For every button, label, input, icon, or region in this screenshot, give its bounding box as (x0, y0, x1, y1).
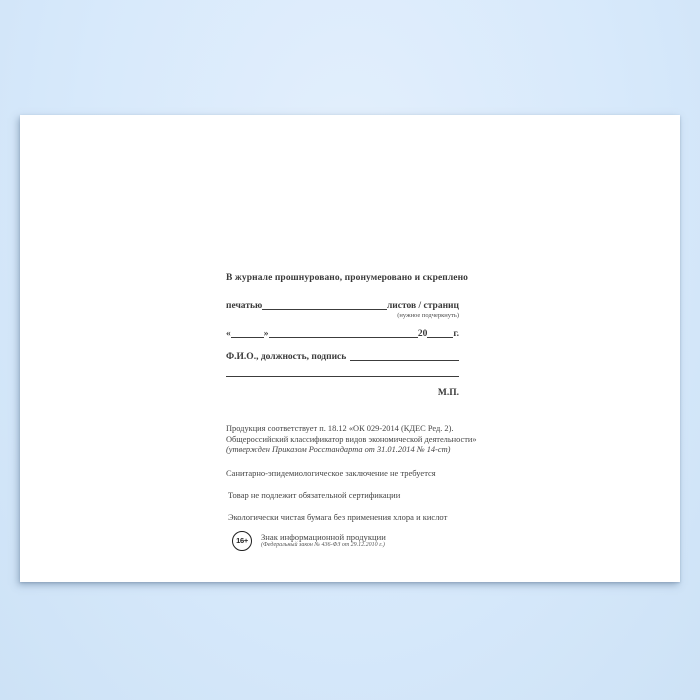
age-rating-title: Знак информационной продукции (261, 532, 386, 542)
date-row (226, 328, 459, 340)
seal-blank-line (262, 308, 387, 310)
year-blank-line (427, 336, 453, 338)
age-rating-text (261, 532, 386, 549)
document-page (20, 115, 680, 582)
compliance-block (226, 424, 477, 456)
compliance-line-2: Общероссийский классификатор видов экономической деятельности» (226, 434, 477, 444)
sanitary-statement: Санитарно-эпидемиологическое заключение не требуется (226, 467, 436, 478)
age-rating-row (232, 531, 459, 551)
quote-close: » (263, 329, 269, 339)
age-rating-law-note: (Федеральный закон № 436-ФЗ от 29.12.2010 г.) (261, 542, 385, 548)
sheets-label: листов / страниц (386, 301, 459, 311)
binding-statement: В журнале прошнуровано, пронумеровано и скреплено (226, 273, 469, 283)
compliance-line-1: Продукция соответствует п. 18.12 «ОК 029-2014 (КДЕС Ред. 2). (226, 424, 454, 433)
age-rating-icon: 16+ (232, 531, 252, 551)
binding-block (226, 272, 469, 399)
eco-paper-statement: Экологически чистая бумага без применения хлора и кислот (228, 511, 448, 522)
document-content (226, 272, 477, 551)
name-blank-line (350, 359, 459, 361)
underline-note: (нужное подчеркнуть) (397, 312, 459, 319)
signature-blank-line (226, 375, 459, 377)
sealed-label: печатью (226, 301, 263, 311)
compliance-line-3: (утвержден Приказом Росстандарта от 31.01.2014 № 14-ст) (226, 445, 451, 454)
month-blank-line (269, 336, 418, 338)
name-row (226, 351, 459, 363)
stamp-place-label: М.П. (437, 388, 459, 398)
signature-row (226, 375, 459, 377)
day-blank-line (231, 336, 264, 338)
name-label: Ф.И.О., должность, подпись (226, 352, 347, 362)
seal-row (226, 300, 459, 312)
year-prefix: 20 (417, 329, 428, 339)
certification-statement: Товар не подлежит обязательной сертификации (228, 489, 401, 500)
year-suffix: г. (453, 329, 459, 339)
quote-open: « (226, 329, 231, 339)
